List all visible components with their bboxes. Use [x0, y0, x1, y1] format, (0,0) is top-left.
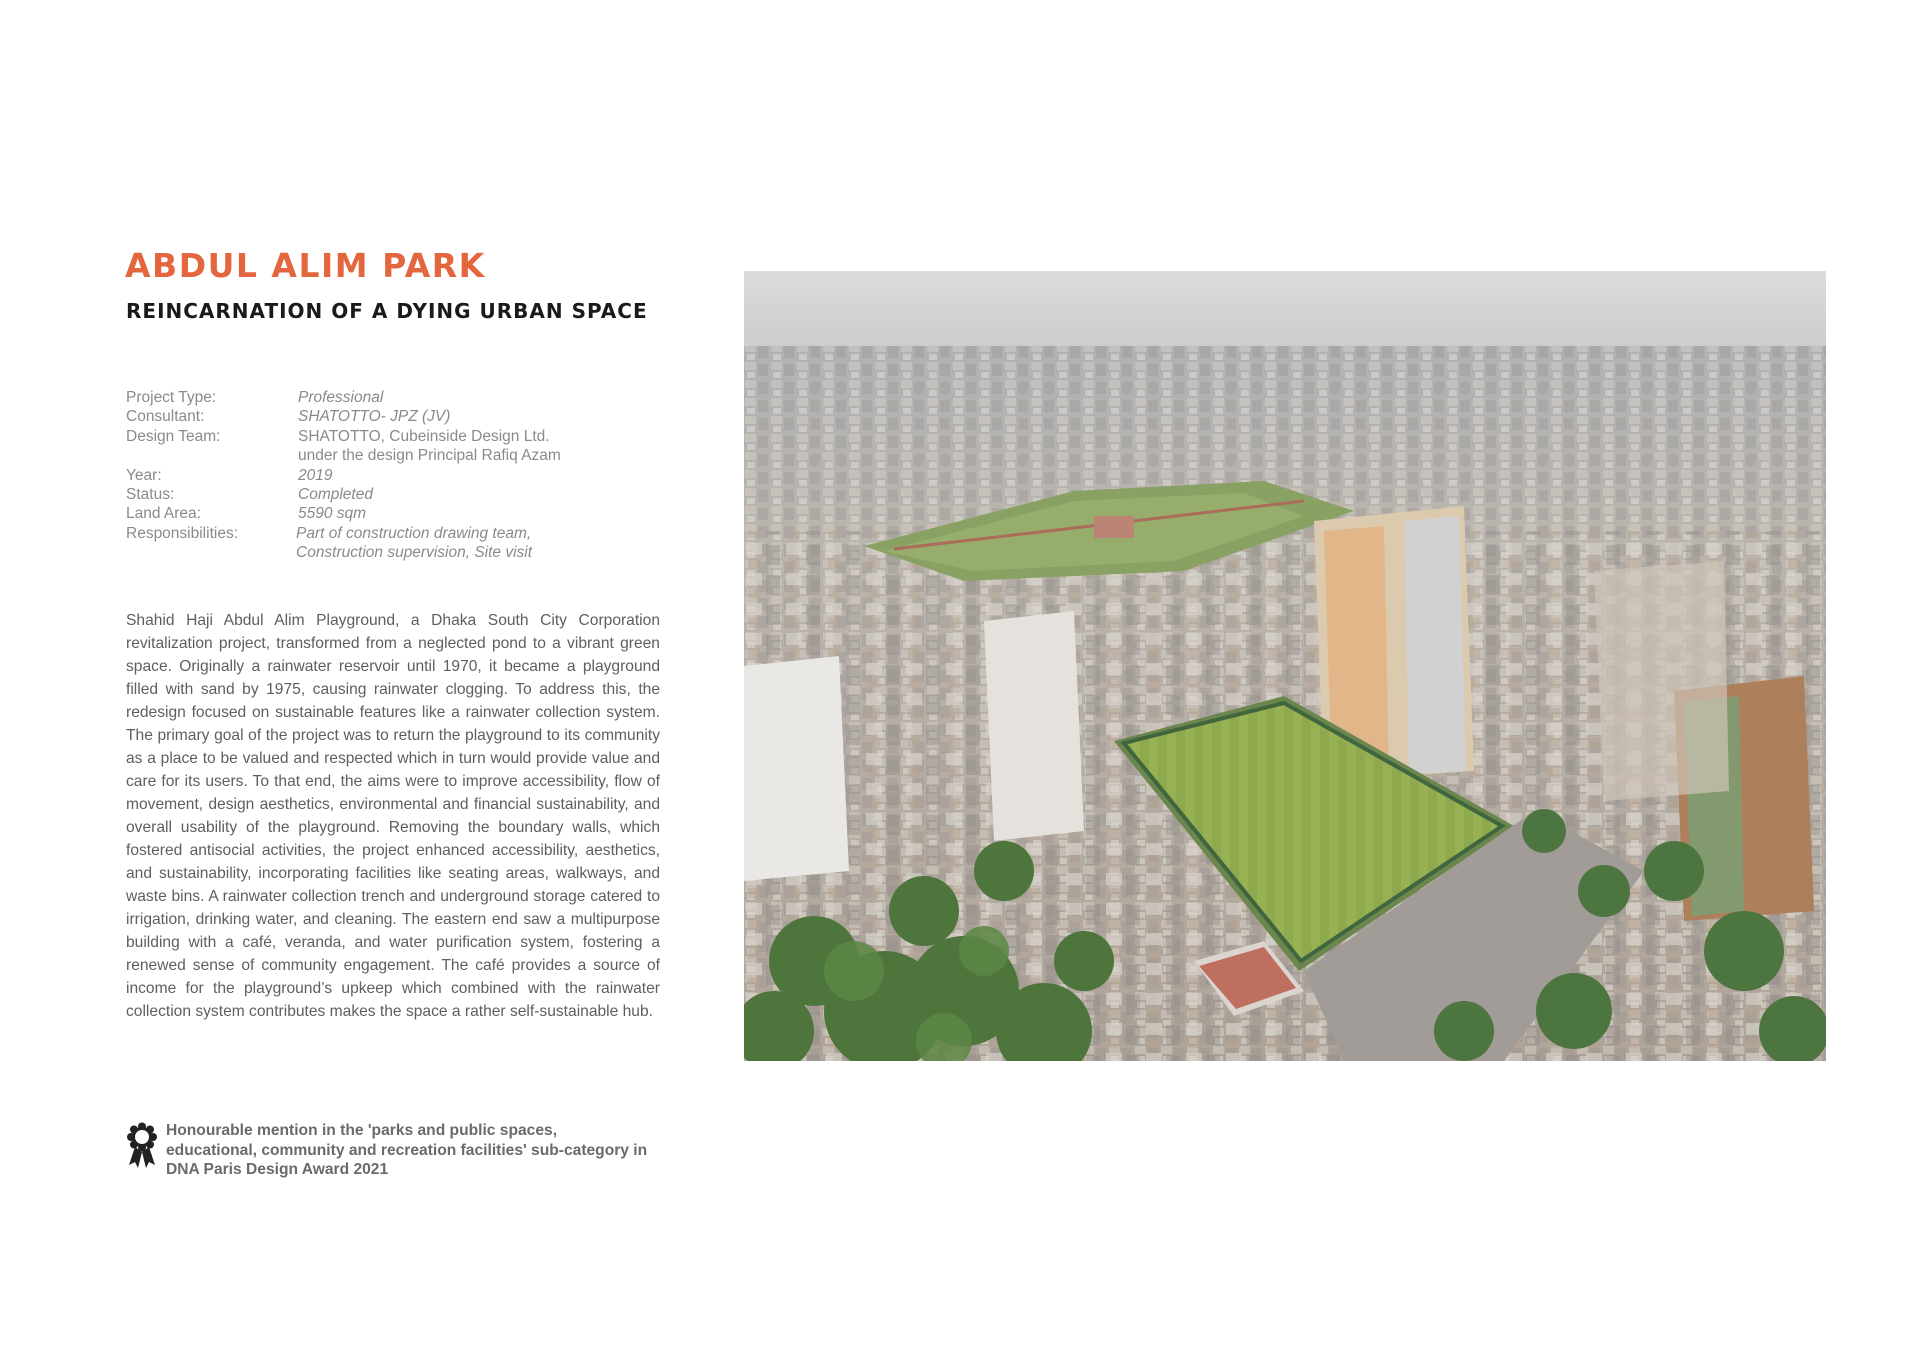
detail-label: Design Team: — [126, 427, 221, 445]
detail-label: Consultant: — [126, 408, 205, 426]
detail-label: Year: — [126, 466, 162, 484]
detail-value: 2019 — [298, 466, 333, 484]
detail-value: Professional — [298, 389, 384, 406]
award-text: Honourable mention in the 'parks and public spaces, educational, community and recreation facilities' sub-category in DNA Paris Design Award 2021 — [166, 1122, 648, 1178]
detail-row-project-type — [126, 388, 686, 407]
detail-value: SHATOTTO, Cubeinside Design Ltd. under the design Principal Rafiq Azam — [298, 427, 561, 465]
project-details — [126, 388, 686, 563]
award-ribbon-icon — [126, 1121, 158, 1169]
detail-label: Project Type: — [126, 389, 217, 406]
detail-label: Responsibilities: — [126, 524, 238, 542]
detail-value: Part of construction drawing team, Construction supervision, Site visit — [296, 524, 533, 562]
detail-label: Status: — [126, 486, 175, 504]
project-description: Shahid Haji Abdul Alim Playground, a Dhaka South City Corporation revitalization project, transformed from a neglected pond to a vibrant green space. Originally a rainwater reservoir until 1970, it became a playground filled with sand by 1975, causing rainwater clogging. To address this, the redesign focused on sustainable features like a rainwater collection system. The primary goal of the project was to return the playground to its community as a place to be valued and respected which in turn would provide value and care for its users. To that end, the aims were to improve accessibility, flow of movement, design aesthetics, environmental and financial sustainability, and overall usability of the playground. Removing the boundary walls, which fostered antisocial activities, the project enhanced accessibility, aesthetics, and sustainability, incorporating facilities like seating areas, walkways, and waste bins. A rainwater collection trench and underground storage catered to irrigation, drinking water, and cleaning. The eastern end saw a multipurpose building with a café, veranda, and water purification system, fostering a renewed sense of community engagement. The café provides a source of income for the playground’s upkeep which combined with the rainwater collection system contributes makes the space a rather self-sustainable hub. — [126, 612, 660, 1020]
project-title: ABDUL ALIM PARK — [125, 246, 486, 285]
detail-row-status — [126, 485, 686, 504]
detail-row-consultant — [126, 407, 686, 426]
aerial-photo-graphic — [744, 271, 1826, 1061]
project-subtitle: REINCARNATION OF A DYING URBAN SPACE — [126, 299, 648, 323]
detail-row-year — [126, 466, 686, 485]
detail-row-land-area — [126, 504, 686, 523]
detail-value: Completed — [298, 486, 373, 504]
aerial-photo — [744, 271, 1826, 1061]
detail-row-responsibilities — [126, 524, 686, 563]
detail-label: Land Area: — [126, 505, 201, 523]
detail-row-design-team — [126, 427, 686, 466]
detail-value: SHATOTTO- JPZ (JV) — [298, 408, 451, 426]
detail-value: 5590 sqm — [298, 505, 367, 523]
